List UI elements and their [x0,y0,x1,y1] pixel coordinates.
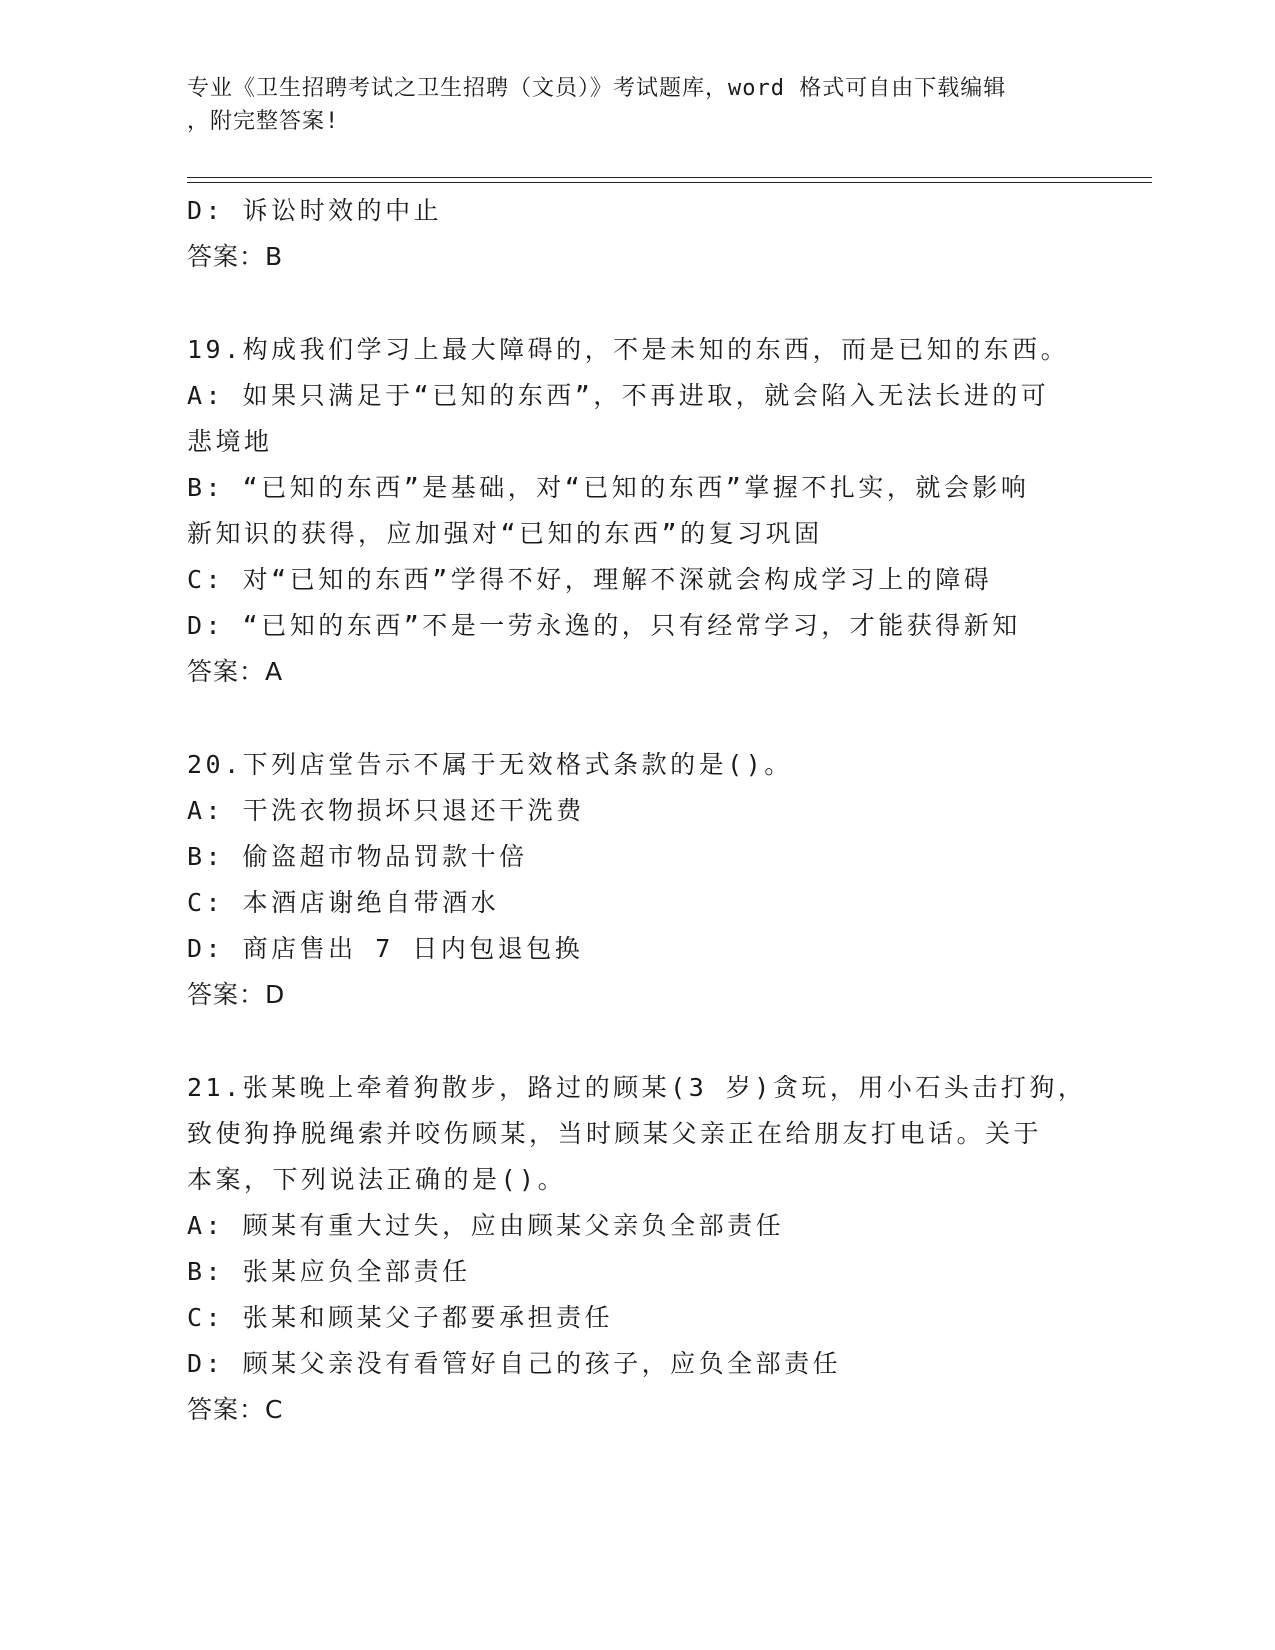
q21-option-c: C: 张某和顾某父子都要承担责任 [187,1303,614,1332]
header-rule-bottom [187,182,1152,183]
q20-option-d: D: 商店售出 7 日内包退包换 [187,934,584,963]
q19-option-b-line-2: 新知识的获得，应加强对“已知的东西”的复习巩固 [187,519,823,548]
q19-option-a-line-2: 悲境地 [187,427,273,456]
question-list [187,188,1087,1433]
q19-option-d: D: “已知的东西”不是一劳永逸的，只有经常学习，才能获得新知 [187,611,1021,640]
q19-option-c: C: 对“已知的东西”学得不好，理解不深就会构成学习上的障碍 [187,565,993,594]
q20-stem: 20.下列店堂告示不属于无效格式条款的是()。 [187,750,793,779]
header-rule-top [187,177,1152,178]
q21-option-d: D: 顾某父亲没有看管好自己的孩子，应负全部责任 [187,1349,842,1378]
q21-stem-line-2: 致使狗挣脱绳索并咬伤顾某，当时顾某父亲正在给朋友打电话。关于 [187,1119,1043,1148]
header-line-1: 专业《卫生招聘考试之卫生招聘（文员）》考试题库，word 格式可自由下载编辑 [187,76,1007,101]
question-18-tail [187,188,1087,280]
q21-stem-line-3: 本案，下列说法正确的是()。 [187,1165,567,1194]
q20-option-a: A: 干洗衣物损坏只退还干洗费 [187,796,585,825]
document-header [187,72,1067,138]
q19-option-a-line-1: A: 如果只满足于“已知的东西”，不再进取，就会陷入无法长进的可 [187,381,1050,410]
q18-answer: 答案：B [187,242,284,271]
q21-answer: 答案：C [187,1395,284,1424]
q19-option-b-line-1: B: “已知的东西”是基础，对“已知的东西”掌握不扎实，就会影响 [187,473,1030,502]
q19-answer: 答案：A [187,657,284,686]
question-21 [187,1065,1087,1433]
question-20 [187,742,1087,1018]
q20-option-c: C: 本酒店谢绝自带酒水 [187,888,500,917]
q21-option-b: B: 张某应负全部责任 [187,1257,471,1286]
q21-option-a: A: 顾某有重大过失，应由顾某父亲负全部责任 [187,1211,785,1240]
q19-stem: 19.构成我们学习上最大障碍的，不是未知的东西，而是已知的东西。 [187,335,1070,364]
q20-option-b: B: 偷盗超市物品罚款十倍 [187,842,528,871]
q18-option-d: D: 诉讼时效的中止 [187,196,443,225]
q20-answer: 答案：D [187,980,286,1009]
question-19 [187,327,1087,695]
q21-stem-line-1: 21.张某晚上牵着狗散步，路过的顾某(3 岁)贪玩，用小石头击打狗， [187,1073,1087,1102]
header-line-2: ，附完整答案! [187,109,340,134]
